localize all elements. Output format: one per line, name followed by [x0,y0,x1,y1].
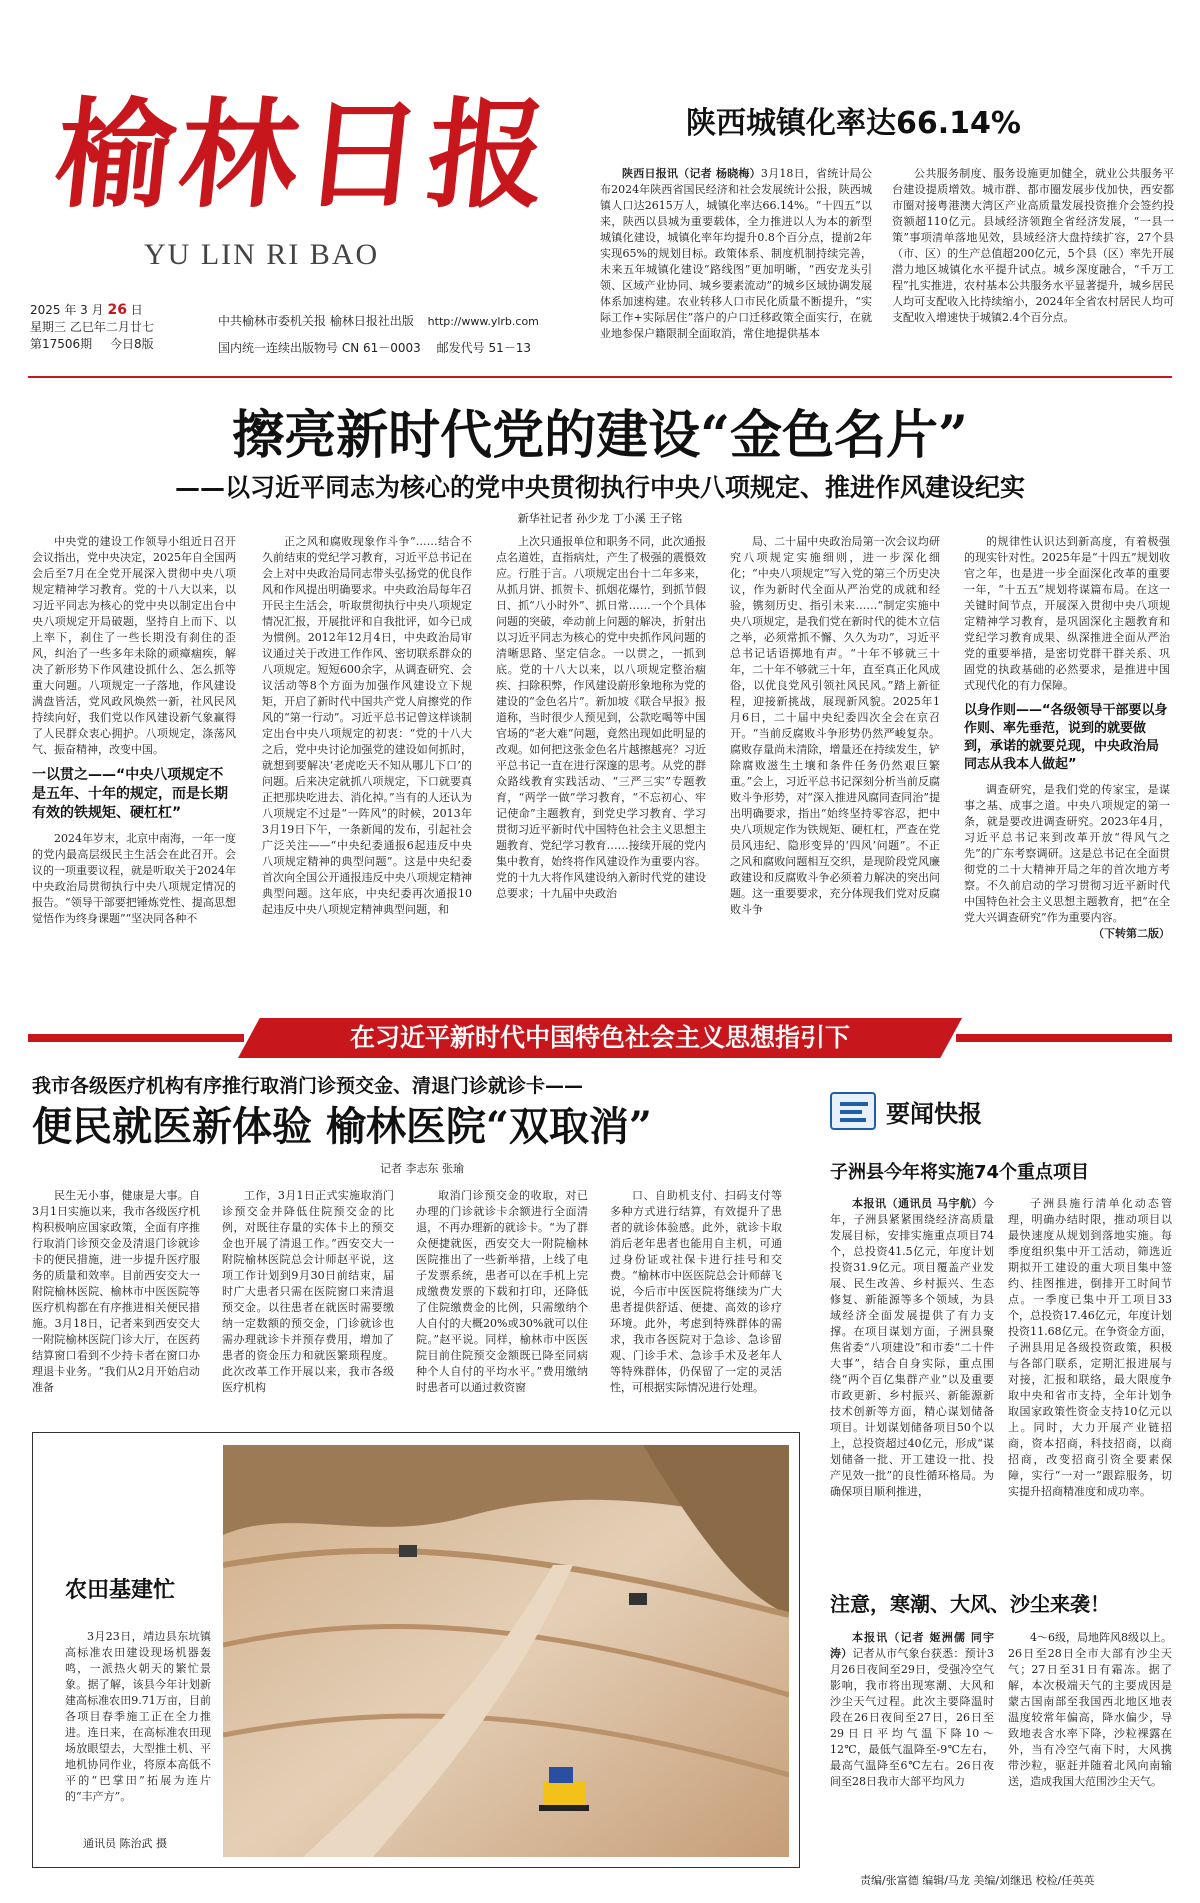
brief-item2-col2: 4～6级，局地阵风8级以上。26日至28日全市大部有沙尘天气；27日至31日有霜冻。据了解，本次极端天气的主要成因是蒙古国南部至我国西北地区地表温度较常年偏高，降水偏少，导致地表含水率下降，沙粒裸露在外，当有冷空气南下时，大风携带沙粒，驱赶并随着北风向南输送，造成我国大范围沙尘天气。 [1008,1631,1172,1788]
news-brief-label: 要闻快报 [886,1100,982,1128]
masthead-publisher-block [218,308,578,361]
lead-byline: 新华社记者 孙少龙 丁小溪 王子铭 [517,512,683,525]
masthead-date-block [30,302,210,353]
top-story-col1: 陕西日报讯（记者 杨晓梅）3月18日，省统计局公布2024年陕西省国民经济和社会发展统计公报，陕西城镇人口达2615万人，城镇化率达66.14%。“十四五”以来，陕西以县城为重要载体，全力推进以人为本的新型城镇化建设，城镇化率年均提升0.8个百分点，提前2年实现65%的规划目标。政策体系、制度机制持续完善，未来五年城镇化建设“路线图”更加明晰，“西安龙头引领、区域产业协同、城乡要素流动”的城乡区域协调发展体系加速构建。农业转移人口市民化质量不断提升，“实际工作+实际居住”落户的户口迁移政策全面实行，在就业地参保户籍限制全面取消，常住地提供基本 [600,167,872,340]
banner [28,1018,1172,1058]
top-story [600,92,1180,362]
masthead-divider [28,376,1172,378]
hospital-col2: 工作，3月1日正式实施取消门诊预交金并降低住院预交金的比例，对既往存量的实体卡上的预交金也开展了清退工作。”西安交大一附院榆林医院总会计师赵平说，这项工作计划到9月30日前结束，届时广大患者只需在医院窗口来清退预交金。以往患者在就医时需要缴纳一定数额的预交金，门诊就诊也需办理就诊卡并预存费用，增加了患者的资金压力和就医繁琐程度。此次改革工作开展以来，我市各级医疗机构 [222,1189,394,1394]
top-story-headline: 陕西城镇化率达66.14% [686,106,1021,141]
news-brief-icon [830,1092,876,1130]
hospital-col4: 口、自助机支付、扫码支付等多种方式进行结算，有效提升了患者的就诊体验感。此外，就诊卡取消后老年患者也能用自主机，可通过身份证或社保卡进行挂号和交费。“榆林市中医医院总会计师薛飞说，今后市中医医院将继续为广大患者提供舒适、便捷、高效的诊疗环境。此外，考虑到特殊群体的需求，我市各医院对于急诊、急诊留观、门诊手术、急诊手术及老年人等特殊群体，仍保留了一定的灵活性，可根据实际情况进行处理。 [610,1189,782,1394]
lead-col1-subhead: 一以贯之——“中央八项规定不是五年、十年的规定，而是长期有效的铁规矩、硬杠杠” [32,767,228,821]
brief-item2-title: 注意，寒潮、大风、沙尘来袭！ [830,1592,1110,1616]
hospital-col1: 民生无小事，健康是大事。自3月1日实施以来，我市各级医疗机构积极响应国家政策，全面有序推行取消门诊预交金及清退门诊就诊卡的便民措施，进一步提升医疗服务的质量和效率。目前西安交大一附院榆林医院、榆林市中医医院等医疗机构都在有序推进相关便民措施。3月18日，记者来到西安交大一附院榆林医院门诊大厅，在医药结算窗口看到不少持卡者在窗口办理退卡业务。“我们从2月开始启动准备 [32,1189,200,1394]
lead-col1: 中央党的建设工作领导小组近日召开会议指出，党中央决定，2025年自全国两会后至7月在全党开展深入贯彻中央八项规定精神学习教育。党的十八大以来，以习近平同志为核心的党中央以制定出台中央八项规定开局破题，坚持自上而下、以上率下，刹住了一些长期没有刹住的歪风，纠治了一些多年未除的顽瘴痼疾，解决了新形势下作风建设抓什么、怎么抓等重大问题。八项规定一子落地，作风建设满盘皆活，党风政风焕然一新，社风民风持续向好，我们党以作风建设新气象赢得了人民群众衷心拥护。八项规定，涤荡风气、振奋精神，改变中国。 一以贯之——“中央八项规定不是五年、十年的规定，而是长期有效的铁规矩、硬杠杠” 2024年岁末，北京中南海，一年一度的党内最高层级民主生活会在此召开。会议的一项重要议程，就是听取关于2024年中央政治局贯彻执行中央八项规定情况的报告。“领导干部要把锤炼党性、提高思想觉悟作为终身课题”“坚决同各种不 [32,535,236,925]
banner-text: 在习近平新时代中国特色社会主义思想指引下 [349,1023,850,1052]
brief-item2-source: 本报讯（记者 姬洲儒 同宇涛） [830,1631,994,1660]
masthead-weekday: 星期三 乙巳年二月廿七 [30,320,154,334]
masthead-pages: 今日8版 [110,337,154,351]
masthead-pinyin: YU LIN RI BAO [144,238,380,271]
masthead-day: 26 [107,302,127,318]
top-story-col2: 公共服务制度、服务设施更加健全，就业公共服务平台建设提质增效。城市群、都市圈发展步伐加快，西安都市圈对接粤港澳大湾区产业高质量发展投资推介会签约投资额超110亿元。县域经济领跑全省经济发展，“一县一策”事项清单落地见效，县域经济大盘持续扩容，27个县（市、区）的生产总值超200亿元，5个县（区）率先开展潜力地区城镇化水平提升试点。城乡深度融合，“千万工程”扎实推进，农村基本公共服务水平显著提升，城乡居民人均可支配收入比持续缩小，2024年全省农村居民人均可支配收入增速快于城镇2.4个百分点。 [892,167,1174,324]
farmland-photo-art [223,1445,789,1857]
farmland-credit: 通讯员 陈治武 摄 [83,1837,167,1850]
masthead-title: 榆林日报 [48,85,560,224]
farmland-heading: 农田基建忙 [65,1577,176,1603]
lead-col4: 局、二十届中央政治局第一次会议均研究八项规定实施细则，进一步深化细化；“中央八项规定”写入党的第三个历史决议，作为新时代全面从严治党的成就和经验，镌刻历史、指引未来……“制定实施中央八项规定，是我们党在新时代的徙木立信之举，必须常抓不懈、久久为功”，习近平总书记话语掷地有声。“十年不够就三十年，二十年不够就三十年，直至真正化风成俗，以优良党风引领社风民风。”踏上新征程，迎接新挑战，展现新风貌。2025年1月6日，二十届中央纪委四次全会在京召开。“当前反腐败斗争形势仍然严峻复杂。腐败存量尚未清除，增量还在持续发生，铲除腐败滋生土壤和条件任务仍然艰巨繁重。”会上，习近平总书记深刻分析当前反腐败斗争形势，对“深入推进风腐同查同治”提出明确要求，指出“始终坚持零容忍，把中央八项规定作为铁规矩、硬杠杠，严查在党员风违纪、隐形变异的‘四风’问题”。不正之风和腐败问题相互交织，是现阶段党风廉政建设和反腐败斗争必须着力解决的突出问题。这一重要要求，充分体现我们党对反腐败斗争 [730,535,940,916]
brief-item1-col1: 本报讯（通讯员 马宇航）今年，子洲县紧紧围绕经济高质量发展目标，安排实施重点项目74个，总投资41.5亿元，年度计划投资31.9亿元。项目覆盖产业发展、民生改善、乡村振兴、生态修复、新能源等多个领域，为县域经济全面发展提供了有力支撑。在项目谋划方面，子洲县聚焦省委“八项建设”和市委“二十件大事”，结合自身实际，重点围绕“两个百亿集群产业”以及重要市政更新、乡村振兴、新能源新技术创新等方面，精心谋划储备项目。计划谋划储备项目50个以上，总投资超过40亿元，形成“谋划储备一批、开工建设一批、投产见效一批”的良性循环格局。为确保项目顺利推进， [830,1197,994,1498]
lead-col5: 的规律性认识达到新高度，有着极强的现实针对性。2025年是“十四五”规划收官之年，也是进一步全面深化改革的重要一年，“十五五”规划将谋篇布局。在这一关键时间节点，开展深入贯彻中央八项规定精神学习教育，是巩固深化主题教育和党纪学习教育成果、纵深推进全面从严治党的重要举措，是密切党群干群关系、巩固党的执政基础的必然要求，是推进中国式现代化的有力保障。 以身作则——“各级领导干部要以身作则、率先垂范，说到的就要做到，承诺的就要兑现，中央政治局同志从我本人做起” 调查研究，是我们党的传家宝，是谋事之基、成事之道。中央八项规定的第一条，就是要改进调查研究。2023年4月，习近平总书记来到改革开放“得风气之先”的广东考察调研。这是总书记在全面贯彻党的二十大精神开局之年的首次地方考察。不久前启动的学习贯彻习近平新时代中国特色社会主义思想主题教育，把“在全党大兴调查研究”作为重要内容。 （下转第二版） [964,535,1170,940]
hospital-byline: 记者 李志东 张瑜 [380,1162,464,1175]
lead-headline: 擦亮新时代党的建设“金色名片” [232,405,968,466]
lead-continued: （下转第二版） [1093,927,1170,940]
masthead-url[interactable]: http://www.ylrb.com [427,315,539,328]
farmland-photo-bulldozer-2 [629,1593,647,1605]
hospital-headline: 便民就医新体验 榆林医院“双取消” [32,1103,652,1150]
masthead-issue: 第17506期 [30,337,93,351]
masthead-cn: 国内统一连续出版物号 CN 61－0003 [218,341,421,355]
farmland-photo-bulldozer-1 [399,1545,417,1557]
masthead-postal: 邮发代号 51－13 [436,341,531,355]
banner-left-line [28,1034,244,1042]
lead-col5-subhead: 以身作则——“各级领导干部要以身作则、率先垂范，说到的就要做到，承诺的就要兑现，中央政治局同志从我本人做起” [964,703,1168,772]
hospital-kicker: 我市各级医疗机构有序推行取消门诊预交金、清退门诊就诊卡—— [32,1075,584,1097]
brief-item1-source: 本报讯（通讯员 马宇航） [852,1197,983,1210]
farmland-body: 3月23日，靖边县东坑镇高标准农田建设现场机器轰鸣，一派热火朝天的繁忙景象。据了解，该县今年计划新建高标准农田9.71万亩，目前各项目春季施工正在全力推进。连日来，在高标准农田现场放眼望去，大型推土机、平地机协同作业，将原本高低不平的“巴掌田”拓展为连片的“丰产方”。 [65,1630,211,1803]
farmland-box [32,1432,800,1868]
farmland-photo [223,1445,789,1857]
top-story-source: 陕西日报讯（记者 杨晓梅） [622,167,761,180]
lead-subheadline: ——以习近平同志为核心的党中央贯彻执行中央八项规定、推进作风建设纪实 [174,473,1025,502]
masthead-publisher: 中共榆林市委机关报 榆林日报社出版 [218,314,414,328]
lead-col2: 正之风和腐败现象作斗争”……结合不久前结束的党纪学习教育，习近平总书记在会上对中央政治局同志带头弘扬党的优良作风和作风提出明确要求。中央政治局每年召开民主生活会，听取贯彻执行中央八项规定情况汇报，开展批评和自我批评，如今已成为惯例。2012年12月4日，中央政治局审议通过关于改进工作作风、密切联系群众的八项规定。短短600余字，从调查研究、会议活动等8个方面为加强作风建设立下规矩，开启了新时代中国共产党人肩擦党的作风的“第一行动”。习近平总书记曾这样谈制定出台中央八项规定的初衷：“党的十八大之后，党中央讨论加强党的建设如何抓时，就想到要解决‘老虎吃天不知从哪儿下口’的问题。后来决定就抓八项规定，下口就要真正把那块吃进去、消化掉。”当有的人还认为八项规定不过是“一阵风”的时候，2013年3月19日下午，一条新闻的发布，引起社会广泛关注——“中央纪委通报6起违反中央八项规定精神的典型问题”。这是中央纪委首次向全国公开通报违反中央八项规定精神典型问题。这年底，中央纪委再次通报10起违反中央八项规定精神典型问题，和 [262,535,472,916]
news-brief-label-box [830,1090,1030,1134]
brief-item1-title: 子洲县今年将实施74个重点项目 [830,1162,1090,1183]
footer-credits: 责编/张富德 编辑/马龙 美编/刘继迅 校检/任英英 [860,1874,1095,1887]
brief-item2-col1: 本报讯（记者 姬洲儒 同宇涛）记者从市气象台获悉：预计3月26日夜间至29日，受强冷空气影响，我市将出现寒潮、大风和沙尘天气过程。此次主要降温时段在26日夜间至27日，26日至29日日平均气温下降10～12℃，最低气温降至-9℃左右，最高气温降至6℃左右。26日夜间至28日我市大部平均风力 [830,1631,994,1788]
brief-item1-col2: 子洲县施行清单化动态管理，明确办结时限，推动项目以最快速度从规划到落地实施。每季度组织集中开工活动，筛选近期拟开工建设的重大项目集中签约、挂图推进，倒排开工时间节点。一季度已集中开工项目33个，总投资17.46亿元，年度计划投资11.68亿元。在争资金方面，子洲县用足各级投资政策，积极与各部门联系，定期汇报进展与对接，汇报和联络，最大限度争取中央和省市支持，全年计划争取国家政策性资金支持10亿元以上。同时，大力开展产业链招商，资本招商，科技招商，以商招商，改变招商引资全要素保障，实行“一对一”跟踪服务，切实提升招商精准度和成功率。 [1008,1197,1172,1498]
masthead-date: 2025 年 3 月 26 日 [30,302,143,318]
lead-col3: 上次只通报单位和职务不同，此次通报点名道姓，直指病灶，产生了极强的震慑效应。行胜于言。八项规定出台十二年多来，从抓月饼、抓贺卡、抓烟花爆竹，到抓节假日、抓“八小时外”、抓日常……一个个具体问题的突破，牵动前上问题的解决，折射出以习近平同志为核心的党中央抓作风问题的清晰思路、坚定信念。一以贯之，一抓到底。党的十八大以来，以八项规定整治痼疾、扫除积弊，作风建设蔚形象地称为党的建设的“金色名片”。新加坡《联合早报》报道称，当时很少人预见到，公款吃喝等中国官场的“老大难”问题，竟然出现如此明显的改观。如何把这张金色名片越擦越亮？习近平总书记一直在进行深邃的思考。从党的群众路线教育实践活动、“三严三实”专题教育，“两学一做”学习教育，“不忘初心、牢记使命”主题教育，到党史学习教育、学习贯彻习近平新时代中国特色社会主义思想主题教育、党纪学习教育……接续开展的党内集中教育，始终将作风建设作为重要内容。党的十九大将作风建设纳入新时代党的建设总要求；十九届中央政治 [496,535,706,900]
banner-right-line [956,1034,1172,1042]
hospital-col3: 取消门诊预交金的收取，对已办理的门诊就诊卡余额进行全面清退，不再办理新的就诊卡。“为了群众便捷就医，西安交大一附院榆林医院推出了一些新举措，上线了电子发票系统，患者可以在手机上完成缴费发票的下载和打印，还降低了住院缴费金的比例，只需缴纳个人自付的大概20%或30%就可以住院。”赵平说。同样，榆林市中医医院目前住院预交金额既已降至同病种个人自付的平均水平。”费用缴纳时患者可以通过救资窗 [416,1189,588,1394]
